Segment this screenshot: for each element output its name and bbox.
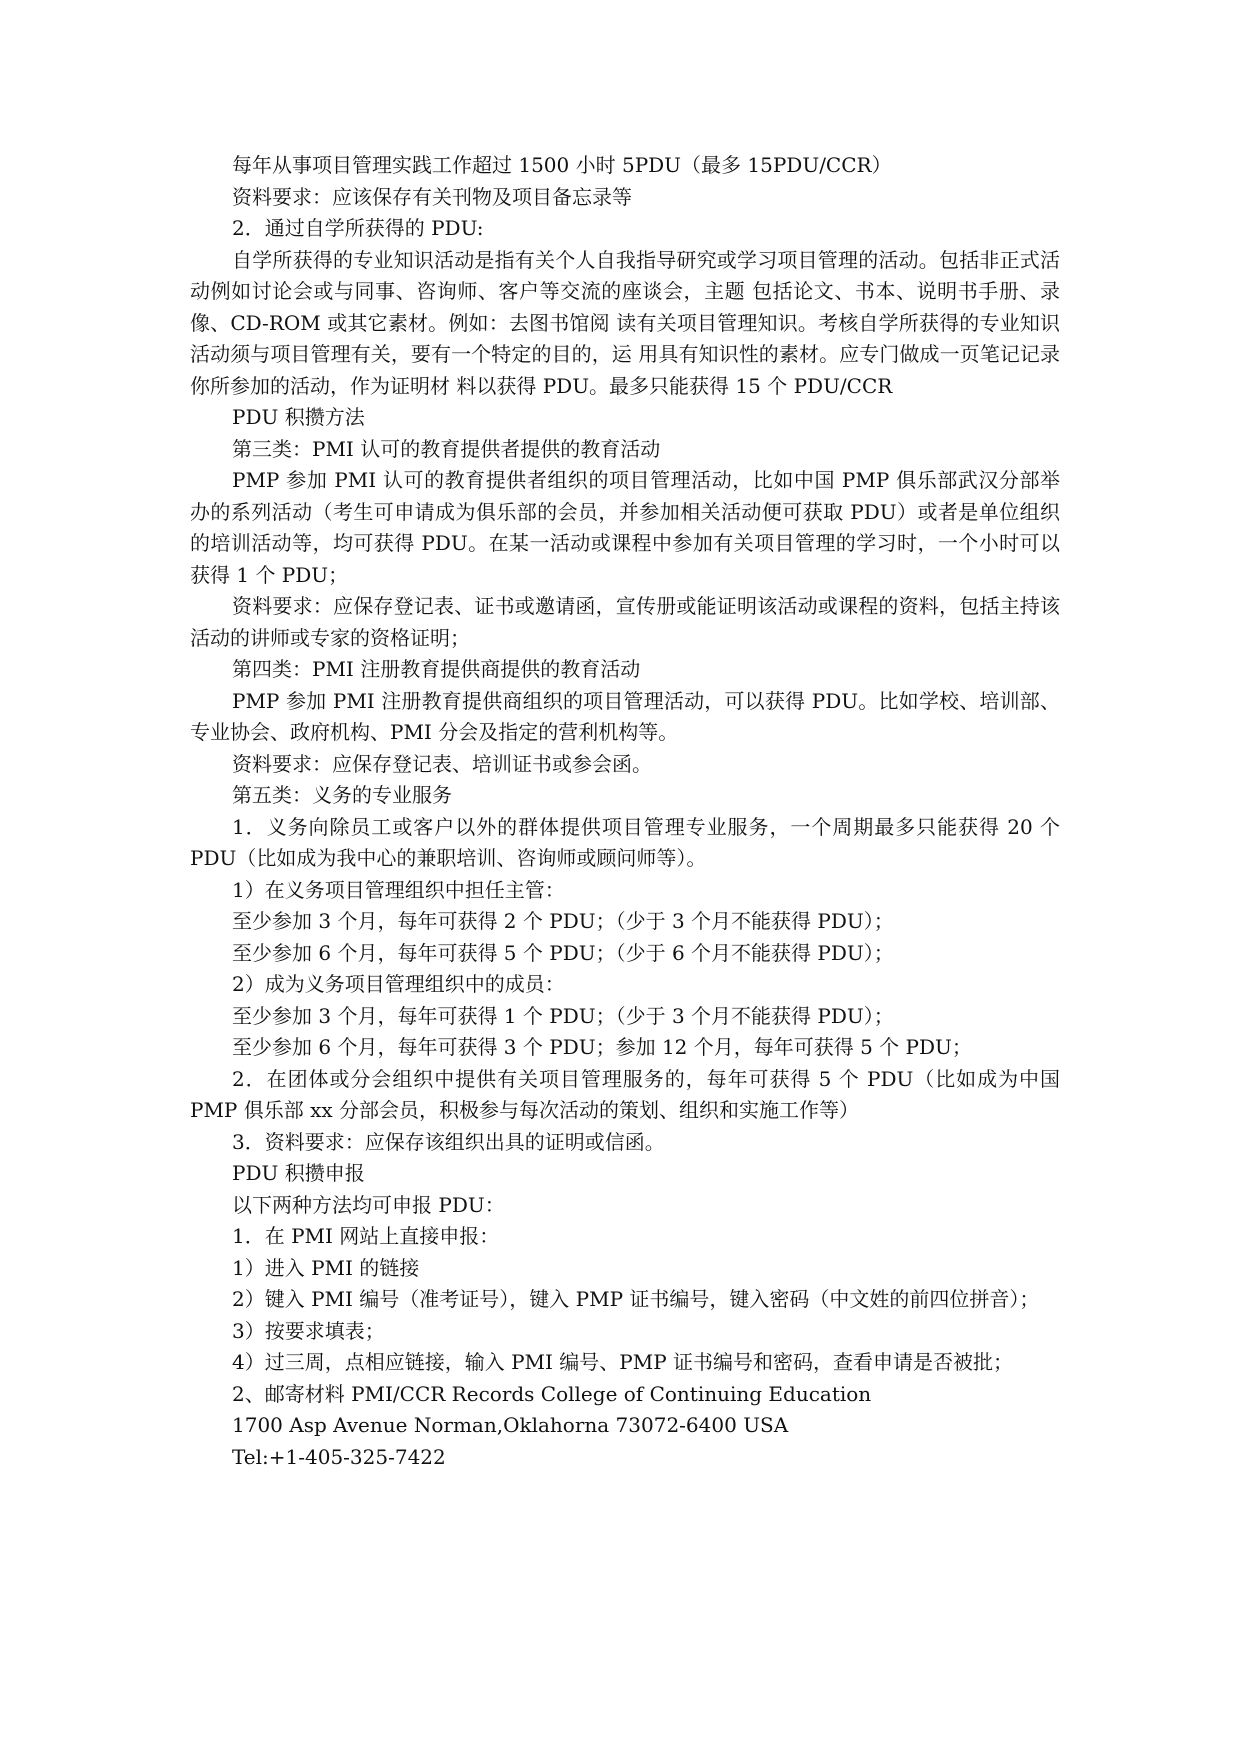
paragraph: 资料要求：应保存登记表、证书或邀请函，宣传册或能证明该活动或课程的资料，包括主持该活动的讲师或专家的资格证明；	[190, 594, 1060, 650]
section-heading: 第三类：PMI 认可的教育提供者提供的教育活动	[232, 436, 661, 461]
paragraph: 资料要求：应保存登记表、培训证书或参会函。	[232, 751, 652, 776]
list-item: 至少参加 3 个月，每年可获得 2 个 PDU；（少于 3 个月不能获得 PDU）；	[232, 909, 894, 933]
paragraph: 以下两种方法均可申报 PDU：	[232, 1192, 505, 1217]
section-heading: 第四类：PMI 注册教育提供商提供的教育活动	[232, 657, 641, 681]
list-item: 2、邮寄材料 PMI/CCR Records College of Continuing Education	[232, 1381, 872, 1406]
paragraph: 2．通过自学所获得的 PDU:	[232, 216, 484, 240]
section-heading: PDU 积攒方法	[232, 405, 365, 429]
address-line: 1700 Asp Avenue Norman,Oklahorna 73072-6400 USA	[232, 1413, 789, 1437]
list-item: 4）过三周，点相应链接，输入 PMI 编号、PMP 证书编号和密码，查看申请是否被批；	[232, 1350, 1014, 1374]
list-item: 2）键入 PMI 编号（准考证号），键入 PMP 证书编号，键入密码（中文姓的前四位拼音）；	[232, 1287, 1040, 1311]
paragraph: 2．在团体或分会组织中提供有关项目管理服务的，每年可获得 5 个 PDU（比如成为中国 PMP 俱乐部 xx 分部会员，积极参与每次活动的策划、组织和实施工作等）	[190, 1066, 1060, 1122]
paragraph: 每年从事项目管理实践工作超过 1500 小时 5PDU（最多 15PDU/CCR）	[232, 153, 892, 177]
paragraph: PMP 参加 PMI 认可的教育提供者组织的项目管理活动，比如中国 PMP 俱乐部武汉分部举办的系列活动（考生可申请成为俱乐部的会员，并参加相关活动便可获取 PDU）或者是单位组织的培训活动等，均可获得 PDU。在某一活动或课程中参加有关项目管理的学习时，一个小时可以获得 1 个 PDU；	[190, 468, 1060, 587]
list-item: 1）进入 PMI 的链接	[232, 1255, 420, 1280]
list-item: 1）在义务项目管理组织中担任主管：	[232, 877, 565, 902]
list-item: 至少参加 6 个月，每年可获得 3 个 PDU；参加 12 个月，每年可获得 5 个 PDU；	[232, 1035, 972, 1059]
list-item: 3）按要求填表；	[232, 1318, 385, 1343]
paragraph: 自学所获得的专业知识活动是指有关个人自我指导研究或学习项目管理的活动。包括非正式活动例如讨论会或与同事、咨询师、客户等交流的座谈会，主题 包括论文、书本、说明书手册、录像、CD-ROM 或其它素材。例如：去图书馆阅 读有关项目管理知识。考核自学所获得的专业知识活动须与项目管理有关，要有一个特定的目的，运 用具有知识性的素材。应专门做成一页笔记记录你所参加的活动，作为证明材 料以获得 PDU。最多只能获得 15 个 PDU/CCR	[190, 247, 1060, 398]
document-body	[190, 150, 1060, 1473]
paragraph: 3．资料要求：应保存该组织出具的证明或信函。	[232, 1129, 665, 1154]
phone-line: Tel:+1-405-325-7422	[232, 1444, 446, 1469]
list-item: 1．在 PMI 网站上直接申报：	[232, 1224, 500, 1248]
list-item: 至少参加 6 个月，每年可获得 5 个 PDU；（少于 6 个月不能获得 PDU）；	[232, 940, 894, 965]
list-item: 2）成为义务项目管理组织中的成员：	[232, 972, 565, 996]
paragraph: 1．义务向除员工或客户以外的群体提供项目管理专业服务，一个周期最多只能获得 20 个 PDU（比如成为我中心的兼职培训、咨询师或顾问师等）。	[190, 814, 1060, 870]
list-item: 至少参加 3 个月，每年可获得 1 个 PDU；（少于 3 个月不能获得 PDU）；	[232, 1003, 894, 1028]
section-heading: 第五类：义务的专业服务	[232, 783, 452, 807]
section-heading: PDU 积攒申报	[232, 1161, 365, 1185]
paragraph: PMP 参加 PMI 注册教育提供商组织的项目管理活动，可以获得 PDU。比如学校、培训部、专业协会、政府机构、PMI 分会及指定的营利机构等。	[190, 688, 1060, 744]
paragraph: 资料要求：应该保存有关刊物及项目备忘录等	[232, 184, 632, 209]
